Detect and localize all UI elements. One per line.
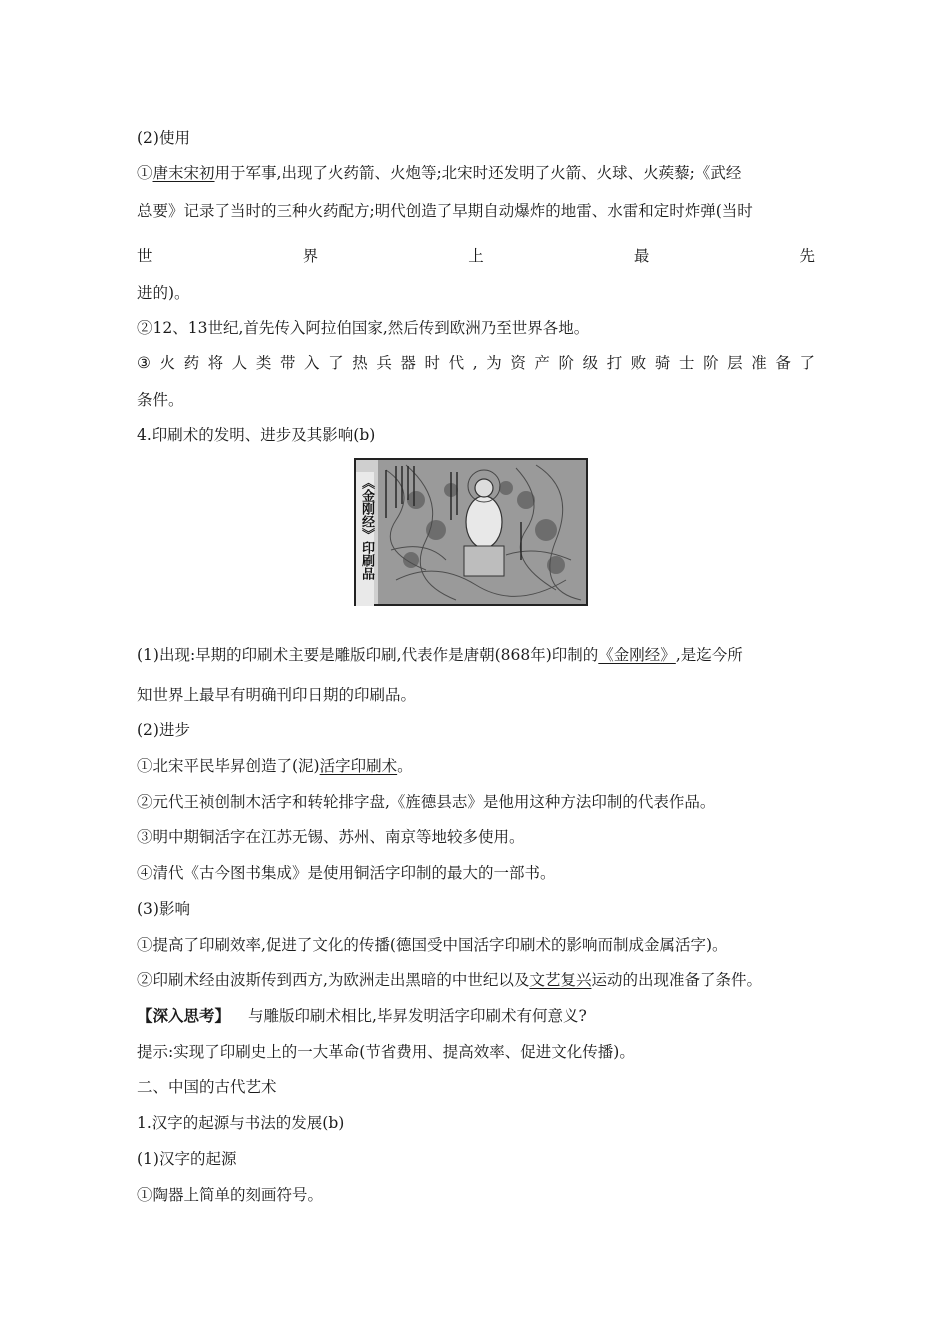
think-deeper-question: 【深入思考】 与雕版印刷术相比,毕昇发明活字印刷术有何意义? xyxy=(137,1006,587,1025)
think-deeper-label: 【深入思考】 xyxy=(137,1006,231,1025)
section-heading-art: 二、中国的古代艺术 xyxy=(137,1078,277,1096)
justified-char: 级 xyxy=(582,354,599,372)
justified-char: 热 xyxy=(352,354,368,372)
justified-char: 产 xyxy=(534,354,550,372)
justified-char: 败 xyxy=(630,354,647,372)
justified-char: 资 xyxy=(510,354,526,372)
justified-char: 了 xyxy=(328,354,344,372)
justified-char: , xyxy=(472,354,478,372)
diamond-sutra-image xyxy=(354,458,588,606)
justified-char: 准 xyxy=(751,354,767,372)
paragraph-line: ①提高了印刷效率,促进了文化的传播(德国受中国活字印刷术的影响而制成金属活字)。 xyxy=(137,936,728,954)
subheading-influence: (3)影响 xyxy=(137,900,190,918)
hint-answer: 提示:实现了印刷史上的一大革命(节省费用、提高效率、促进文化传播)。 xyxy=(137,1043,635,1061)
paragraph-line: ③明中期铜活字在江苏无锡、苏州、南京等地较多使用。 xyxy=(137,828,525,846)
justified-char: 时 xyxy=(424,354,441,372)
justified-char: 了 xyxy=(799,354,815,372)
justified-char: 备 xyxy=(775,354,791,372)
justified-char: 器 xyxy=(400,354,416,372)
paragraph-line: 知世界上最早有明确刊印日期的印刷品。 xyxy=(137,686,417,704)
justified-char: 人 xyxy=(231,354,248,372)
subheading-progress: (2)进步 xyxy=(137,721,190,739)
paragraph-line-justified: 世 界 上 最 先 xyxy=(137,247,815,265)
justified-char: 士 xyxy=(678,354,695,372)
paragraph-line: ②元代王祯创制木活字和转轮排字盘,《旌德县志》是他用这种方法印制的代表作品。 xyxy=(137,793,716,811)
justified-char: 阶 xyxy=(558,354,575,372)
justified-char: 为 xyxy=(486,354,502,372)
subheading-usage: (2)使用 xyxy=(137,129,190,147)
justified-char: 药 xyxy=(183,354,200,372)
justified-char: 阶 xyxy=(703,354,719,372)
underlined-term: 唐末宋初 xyxy=(152,164,215,182)
paragraph-line: 进的)。 xyxy=(137,284,190,302)
section-heading-printing: 4.印刷术的发明、进步及其影响(b) xyxy=(137,426,376,444)
justified-char: 入 xyxy=(304,354,320,372)
justified-char: 将 xyxy=(207,354,224,372)
subheading-origin: (1)汉字的起源 xyxy=(137,1150,237,1168)
underlined-term: 《金刚经》 xyxy=(598,646,676,664)
paragraph-line: (1)出现:早期的印刷术主要是雕版印刷,代表作是唐朝(868年)印制的《金刚经》,是迄今所 xyxy=(137,646,743,664)
paragraph-line: ②印刷术经由波斯传到西方,为欧洲走出黑暗的中世纪以及文艺复兴运动的出现准备了条件。 xyxy=(137,971,762,989)
justified-char: 类 xyxy=(255,354,272,372)
paragraph-line: 总要》记录了当时的三种火药配方;明代创造了早期自动爆炸的地雷、水雷和定时炸弹(当时 xyxy=(137,202,753,220)
justified-char: ③ xyxy=(137,354,151,372)
underlined-term: 文艺复兴 xyxy=(529,971,592,989)
underlined-term: 活字印刷术 xyxy=(319,757,398,775)
subsection-heading-characters: 1.汉字的起源与书法的发展(b) xyxy=(137,1114,345,1132)
figure-caption: 《金刚经》印刷品 xyxy=(356,472,374,606)
paragraph-line: ②12、13世纪,首先传入阿拉伯国家,然后传到欧洲乃至世界各地。 xyxy=(137,319,590,337)
paragraph-line: ①北宋平民毕昇创造了(泥)活字印刷术。 xyxy=(137,757,413,775)
justified-char: 带 xyxy=(279,354,296,372)
justified-char: 兵 xyxy=(376,354,392,372)
justified-char: 层 xyxy=(727,354,743,372)
paragraph-line: 条件。 xyxy=(137,391,184,409)
paragraph-line: ①唐末宋初用于军事,出现了火药箭、火炮等;北宋时还发明了火箭、火球、火蒺藜;《武经 xyxy=(137,164,742,182)
paragraph-line-justified xyxy=(137,353,815,373)
paragraph-line: ①陶器上简单的刻画符号。 xyxy=(137,1186,324,1204)
paragraph-line: ④清代《古今图书集成》是使用铜活字印制的最大的一部书。 xyxy=(137,864,556,882)
justified-char: 打 xyxy=(606,354,623,372)
justified-char: 骑 xyxy=(654,354,671,372)
justified-char: 代 xyxy=(448,354,465,372)
engraving-illustration xyxy=(356,460,586,604)
justified-char: 火 xyxy=(159,354,175,372)
